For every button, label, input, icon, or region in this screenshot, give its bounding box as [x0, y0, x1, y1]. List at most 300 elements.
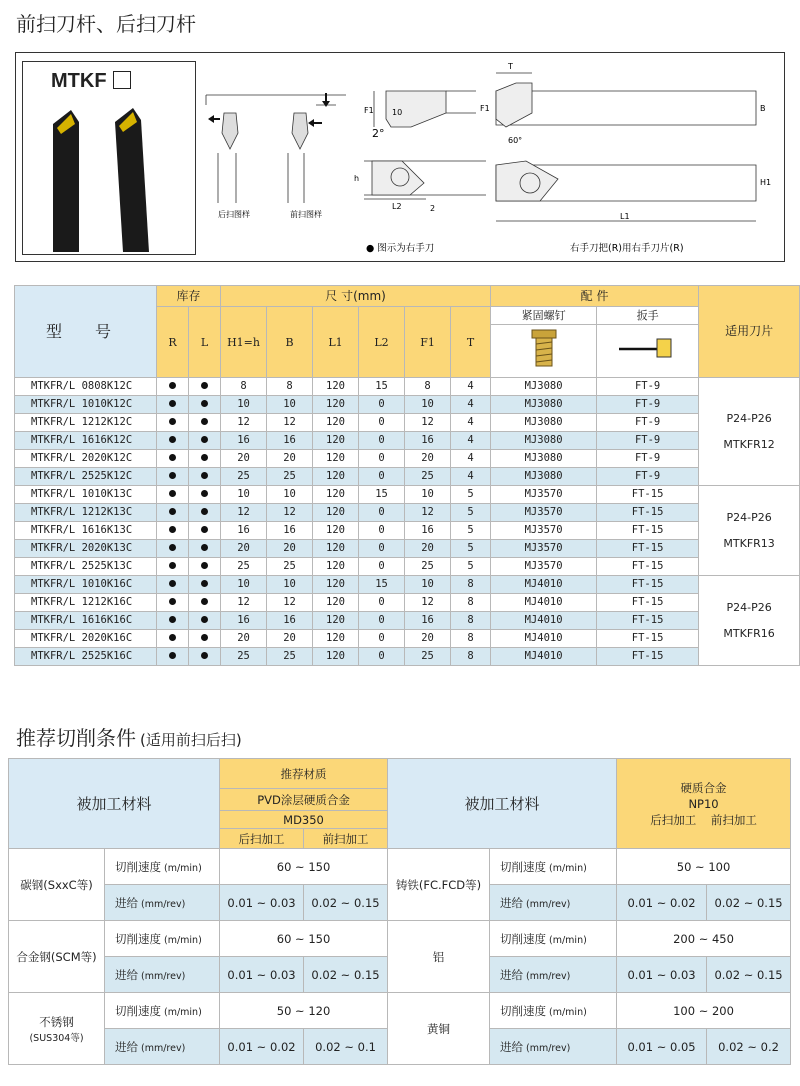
in-stock-dot-icon [201, 544, 208, 551]
right-feed-front-cell: 0.02 ~ 0.2 [707, 1029, 791, 1065]
t-cell: 4 [451, 450, 491, 468]
b-cell: 20 [267, 540, 313, 558]
right-feed-front-cell: 0.02 ~ 0.15 [707, 885, 791, 921]
right-material-cell: 铸铁(FC.FCD等) [388, 849, 490, 921]
model-cell: MTKFR/L 1010K12C [15, 396, 157, 414]
stock-r-cell [157, 576, 189, 594]
screw-cell: MJ4010 [491, 594, 597, 612]
h-cell: 10 [221, 576, 267, 594]
screw-cell: MJ4010 [491, 612, 597, 630]
f1-cell: 12 [405, 504, 451, 522]
b-cell: 10 [267, 396, 313, 414]
stock-r-cell [157, 648, 189, 666]
speed-label-cell: 切削速度 (m/min) [490, 849, 617, 885]
in-stock-dot-icon [169, 454, 176, 461]
stock-l-cell [189, 576, 221, 594]
svg-text:L2: L2 [392, 202, 402, 211]
in-stock-dot-icon [169, 544, 176, 551]
f1-cell: 12 [405, 594, 451, 612]
h-cell: 25 [221, 558, 267, 576]
f1-cell: 20 [405, 630, 451, 648]
f1-cell: 10 [405, 576, 451, 594]
table-row [15, 432, 800, 450]
in-stock-dot-icon [169, 580, 176, 587]
left-feed-back-cell: 0.01 ~ 0.02 [220, 1029, 304, 1065]
b-cell: 20 [267, 450, 313, 468]
h-cell: 20 [221, 630, 267, 648]
screw-cell: MJ3080 [491, 414, 597, 432]
h-cell: 25 [221, 468, 267, 486]
material-header-left: 被加工材料 [9, 759, 220, 849]
model-cell: MTKFR/L 2525K16C [15, 648, 157, 666]
l1-cell: 120 [313, 432, 359, 450]
h-cell: 20 [221, 540, 267, 558]
b-cell: 25 [267, 468, 313, 486]
h-cell: 10 [221, 396, 267, 414]
f1-cell: 16 [405, 432, 451, 450]
l2-cell: 0 [359, 414, 405, 432]
stock-l-cell [189, 594, 221, 612]
l2-cell: 15 [359, 576, 405, 594]
model-cell: MTKFR/L 2525K12C [15, 468, 157, 486]
in-stock-dot-icon [201, 562, 208, 569]
right-speed-cell: 100 ~ 200 [617, 993, 791, 1029]
table-row [15, 576, 800, 594]
wrench-cell: FT-15 [597, 522, 699, 540]
l1-cell: 120 [313, 558, 359, 576]
stock-r-cell [157, 414, 189, 432]
wrench-cell: FT-15 [597, 648, 699, 666]
model-cell: MTKFR/L 2020K12C [15, 450, 157, 468]
t-cell: 4 [451, 378, 491, 396]
cutting-speed-row [9, 849, 791, 885]
l2-cell: 0 [359, 468, 405, 486]
wrench-cell: FT-15 [597, 594, 699, 612]
right-feed-back-cell: 0.01 ~ 0.03 [617, 957, 707, 993]
in-stock-dot-icon [169, 490, 176, 497]
t-cell: 8 [451, 648, 491, 666]
model-cell: MTKFR/L 2020K16C [15, 630, 157, 648]
table-row [15, 504, 800, 522]
svg-text:B: B [760, 104, 766, 113]
in-stock-dot-icon [169, 598, 176, 605]
b-cell: 12 [267, 594, 313, 612]
h-cell: 16 [221, 432, 267, 450]
in-stock-dot-icon [169, 652, 176, 659]
f1-cell: 20 [405, 540, 451, 558]
table-row [15, 594, 800, 612]
left-material-cell: 不锈钢 (SUS304等) [9, 993, 105, 1065]
l1-cell: 120 [313, 612, 359, 630]
model-code-label: MTKF [51, 70, 131, 93]
l1-cell: 120 [313, 504, 359, 522]
table-row [15, 522, 800, 540]
f1-cell: 10 [405, 396, 451, 414]
stock-l-cell [189, 522, 221, 540]
feed-label-cell: 进给 (mm/rev) [490, 885, 617, 921]
table-row [15, 414, 800, 432]
dimension-drawings [196, 53, 784, 261]
col-f1: F1 [405, 307, 451, 378]
screw-cell: MJ3080 [491, 432, 597, 450]
table-row [15, 558, 800, 576]
t-cell: 8 [451, 630, 491, 648]
screw-cell: MJ4010 [491, 630, 597, 648]
wrench-cell: FT-9 [597, 450, 699, 468]
h-cell: 8 [221, 378, 267, 396]
stock-l-cell [189, 540, 221, 558]
left-speed-cell: 60 ~ 150 [220, 921, 388, 957]
table-row [15, 612, 800, 630]
table-row [15, 378, 800, 396]
table-row [15, 486, 800, 504]
l2-cell: 0 [359, 630, 405, 648]
t-cell: 5 [451, 558, 491, 576]
speed-label-cell: 切削速度 (m/min) [105, 993, 220, 1029]
model-cell: MTKFR/L 0808K12C [15, 378, 157, 396]
model-cell: MTKFR/L 1616K12C [15, 432, 157, 450]
left-grade: PVD涂层硬质合金 [220, 789, 388, 811]
screw-cell: MJ3080 [491, 450, 597, 468]
model-cell: MTKFR/L 1212K12C [15, 414, 157, 432]
left-material-cell: 碳钢(SxxC等) [9, 849, 105, 921]
f1-cell: 10 [405, 486, 451, 504]
stock-l-cell [189, 414, 221, 432]
tool-figure [15, 52, 785, 262]
b-cell: 16 [267, 612, 313, 630]
l2-cell: 0 [359, 522, 405, 540]
l2-cell: 0 [359, 558, 405, 576]
table-row [15, 540, 800, 558]
model-cell: MTKFR/L 1212K16C [15, 594, 157, 612]
stock-l-cell [189, 378, 221, 396]
h-cell: 25 [221, 648, 267, 666]
f1-cell: 16 [405, 522, 451, 540]
blade-insert: MTKFR16 [723, 626, 775, 640]
stock-l-cell [189, 396, 221, 414]
stock-l-cell [189, 558, 221, 576]
model-cell: MTKFR/L 1616K16C [15, 612, 157, 630]
t-cell: 5 [451, 486, 491, 504]
blade-insert: MTKFR13 [723, 536, 775, 550]
in-stock-dot-icon [169, 508, 176, 515]
in-stock-dot-icon [201, 436, 208, 443]
wrench-cell: FT-15 [597, 612, 699, 630]
in-stock-dot-icon [201, 454, 208, 461]
table-row [15, 630, 800, 648]
speed-label-cell: 切削速度 (m/min) [490, 993, 617, 1029]
stock-l-cell [189, 486, 221, 504]
col-b: B [267, 307, 313, 378]
stock-l-cell [189, 648, 221, 666]
stock-r-cell [157, 612, 189, 630]
l1-cell: 120 [313, 414, 359, 432]
l2-cell: 0 [359, 648, 405, 666]
right-speed-cell: 200 ~ 450 [617, 921, 791, 957]
l2-cell: 0 [359, 594, 405, 612]
b-cell: 16 [267, 522, 313, 540]
b-cell: 16 [267, 432, 313, 450]
t-cell: 8 [451, 594, 491, 612]
l1-cell: 120 [313, 630, 359, 648]
stock-l-cell [189, 630, 221, 648]
table-row [15, 648, 800, 666]
l2-cell: 0 [359, 612, 405, 630]
h-cell: 12 [221, 414, 267, 432]
stock-r-cell [157, 486, 189, 504]
svg-text:h: h [354, 174, 360, 183]
f1-cell: 12 [405, 414, 451, 432]
stock-l-cell [189, 504, 221, 522]
in-stock-dot-icon [201, 400, 208, 407]
col-l: L [189, 307, 221, 378]
l1-cell: 120 [313, 648, 359, 666]
back-scan-label: 后扫图样 [218, 210, 250, 219]
in-stock-dot-icon [169, 634, 176, 641]
screw-cell: MJ3080 [491, 468, 597, 486]
h-cell: 12 [221, 504, 267, 522]
svg-text:10: 10 [392, 108, 403, 117]
left-material-cell: 合金钢(SCM等) [9, 921, 105, 993]
h-cell: 20 [221, 450, 267, 468]
col-r: R [157, 307, 189, 378]
svg-text:T: T [508, 62, 513, 71]
in-stock-dot-icon [201, 490, 208, 497]
f1-cell: 25 [405, 468, 451, 486]
svg-text:H1: H1 [760, 178, 772, 187]
screw-cell: MJ3570 [491, 504, 597, 522]
table-row [15, 468, 800, 486]
l1-cell: 120 [313, 450, 359, 468]
in-stock-dot-icon [169, 526, 176, 533]
screw-cell: MJ3570 [491, 486, 597, 504]
left-speed-cell: 50 ~ 120 [220, 993, 388, 1029]
right-material-cell: 黄铜 [388, 993, 490, 1065]
l2-cell: 0 [359, 450, 405, 468]
stock-header: 库存 [157, 286, 221, 307]
t-cell: 8 [451, 612, 491, 630]
stock-r-cell [157, 504, 189, 522]
cutting-speed-row [9, 993, 791, 1029]
screw-header: 紧固螺钉 [491, 307, 597, 325]
right-feed-front-cell: 0.02 ~ 0.15 [707, 957, 791, 993]
tool-holder-photo [23, 62, 195, 254]
rec-material-header: 推荐材质 [220, 759, 388, 789]
screw-icon [524, 326, 564, 370]
stock-r-cell [157, 450, 189, 468]
t-cell: 4 [451, 468, 491, 486]
cutting-title: 推荐切削条件 (适用前扫后扫) [16, 726, 242, 750]
l2-cell: 0 [359, 504, 405, 522]
h-cell: 10 [221, 486, 267, 504]
right-speed-cell: 50 ~ 100 [617, 849, 791, 885]
tool-photo-panel [22, 61, 196, 255]
model-cell: MTKFR/L 1212K13C [15, 504, 157, 522]
feed-label-cell: 进给 (mm/rev) [105, 957, 220, 993]
b-cell: 25 [267, 648, 313, 666]
screw-cell: MJ3570 [491, 522, 597, 540]
stock-r-cell [157, 468, 189, 486]
wrench-cell: FT-9 [597, 378, 699, 396]
svg-text:F1: F1 [364, 106, 374, 115]
in-stock-dot-icon [169, 616, 176, 623]
wrench-cell: FT-15 [597, 540, 699, 558]
col-l2: L2 [359, 307, 405, 378]
stock-l-cell [189, 468, 221, 486]
left-speed-cell: 60 ~ 150 [220, 849, 388, 885]
right-hand-note: ● 图示为右手刀 [366, 243, 435, 254]
in-stock-dot-icon [201, 418, 208, 425]
stock-r-cell [157, 378, 189, 396]
in-stock-dot-icon [169, 400, 176, 407]
f1-cell: 25 [405, 558, 451, 576]
b-cell: 12 [267, 414, 313, 432]
screw-cell: MJ3080 [491, 378, 597, 396]
in-stock-dot-icon [201, 616, 208, 623]
left-feed-front-cell: 0.02 ~ 0.15 [304, 957, 388, 993]
svg-text:2: 2 [430, 204, 436, 213]
in-stock-dot-icon [201, 652, 208, 659]
model-cell: MTKFR/L 1010K16C [15, 576, 157, 594]
blade-cell [699, 378, 800, 486]
spec-table [14, 285, 800, 666]
table-row [15, 396, 800, 414]
right-material-cell: 铝 [388, 921, 490, 993]
t-cell: 4 [451, 414, 491, 432]
angle-label: 2° [372, 127, 385, 140]
right-feed-back-cell: 0.01 ~ 0.05 [617, 1029, 707, 1065]
in-stock-dot-icon [201, 580, 208, 587]
screw-image [491, 325, 597, 378]
wrench-cell: FT-15 [597, 576, 699, 594]
h-cell: 16 [221, 612, 267, 630]
in-stock-dot-icon [169, 418, 176, 425]
t-cell: 5 [451, 504, 491, 522]
blade-pages: P24-P26 [726, 510, 772, 524]
stock-l-cell [189, 612, 221, 630]
speed-label-cell: 切削速度 (m/min) [105, 921, 220, 957]
l1-cell: 120 [313, 468, 359, 486]
in-stock-dot-icon [169, 436, 176, 443]
stock-r-cell [157, 540, 189, 558]
wrench-cell: FT-9 [597, 396, 699, 414]
svg-text:60°: 60° [508, 136, 523, 145]
t-cell: 4 [451, 432, 491, 450]
feed-label-cell: 进给 (mm/rev) [105, 1029, 220, 1065]
front-scan-label: 前扫图样 [290, 210, 322, 219]
right-feed-back-cell: 0.01 ~ 0.02 [617, 885, 707, 921]
wrench-icon [613, 333, 683, 363]
left-back-header: 后扫加工 [220, 829, 304, 849]
f1-cell: 20 [405, 450, 451, 468]
l1-cell: 120 [313, 396, 359, 414]
l2-cell: 15 [359, 486, 405, 504]
screw-cell: MJ4010 [491, 648, 597, 666]
model-cell: MTKFR/L 1616K13C [15, 522, 157, 540]
l2-cell: 0 [359, 432, 405, 450]
stock-r-cell [157, 396, 189, 414]
f1-cell: 25 [405, 648, 451, 666]
left-feed-front-cell: 0.02 ~ 0.1 [304, 1029, 388, 1065]
col-h1: H1=h [221, 307, 267, 378]
svg-text:F1: F1 [480, 104, 490, 113]
size-header: 尺 寸(mm) [221, 286, 491, 307]
wrench-cell: FT-9 [597, 468, 699, 486]
left-front-header: 前扫加工 [304, 829, 388, 849]
left-feed-front-cell: 0.02 ~ 0.15 [304, 885, 388, 921]
stock-l-cell [189, 432, 221, 450]
t-cell: 5 [451, 540, 491, 558]
blade-insert: MTKFR12 [723, 437, 775, 451]
in-stock-dot-icon [169, 472, 176, 479]
model-cell: MTKFR/L 1010K13C [15, 486, 157, 504]
b-cell: 12 [267, 504, 313, 522]
model-cell: MTKFR/L 2020K13C [15, 540, 157, 558]
l1-cell: 120 [313, 576, 359, 594]
in-stock-dot-icon [201, 472, 208, 479]
stock-r-cell [157, 594, 189, 612]
stock-r-cell [157, 522, 189, 540]
screw-cell: MJ4010 [491, 576, 597, 594]
l1-cell: 120 [313, 378, 359, 396]
blade-pages: P24-P26 [726, 600, 772, 614]
blade-header: 适用刀片 [699, 286, 800, 378]
f1-cell: 8 [405, 378, 451, 396]
l1-cell: 120 [313, 540, 359, 558]
h-cell: 12 [221, 594, 267, 612]
l1-cell: 120 [313, 522, 359, 540]
l2-cell: 0 [359, 540, 405, 558]
material-header-right: 被加工材料 [388, 759, 617, 849]
cutting-speed-row [9, 921, 791, 957]
left-grade-code: MD350 [220, 811, 388, 829]
f1-cell: 16 [405, 612, 451, 630]
wrench-cell: FT-15 [597, 630, 699, 648]
screw-cell: MJ3570 [491, 558, 597, 576]
svg-text:L1: L1 [620, 212, 630, 221]
b-cell: 10 [267, 576, 313, 594]
t-cell: 5 [451, 522, 491, 540]
t-cell: 8 [451, 576, 491, 594]
blade-cell [699, 486, 800, 576]
stock-r-cell [157, 630, 189, 648]
speed-label-cell: 切削速度 (m/min) [490, 921, 617, 957]
feed-label-cell: 进给 (mm/rev) [490, 1029, 617, 1065]
wrench-cell: FT-9 [597, 432, 699, 450]
in-stock-dot-icon [201, 634, 208, 641]
model-header: 型 号 [15, 286, 157, 378]
t-cell: 4 [451, 396, 491, 414]
feed-label-cell: 进给 (mm/rev) [105, 885, 220, 921]
l1-cell: 120 [313, 486, 359, 504]
b-cell: 20 [267, 630, 313, 648]
model-cell: MTKFR/L 2525K13C [15, 558, 157, 576]
b-cell: 8 [267, 378, 313, 396]
cutting-table [8, 758, 791, 1065]
page-title: 前扫刀杆、后扫刀杆 [16, 12, 196, 36]
table-row [15, 450, 800, 468]
holder-note: 右手刀把(R)用右手刀片(R) [570, 243, 684, 254]
blade-cell [699, 576, 800, 666]
l2-cell: 15 [359, 378, 405, 396]
wrench-cell: FT-15 [597, 558, 699, 576]
stock-r-cell [157, 558, 189, 576]
l2-cell: 0 [359, 396, 405, 414]
left-feed-back-cell: 0.01 ~ 0.03 [220, 885, 304, 921]
in-stock-dot-icon [201, 598, 208, 605]
stock-l-cell [189, 450, 221, 468]
b-cell: 25 [267, 558, 313, 576]
